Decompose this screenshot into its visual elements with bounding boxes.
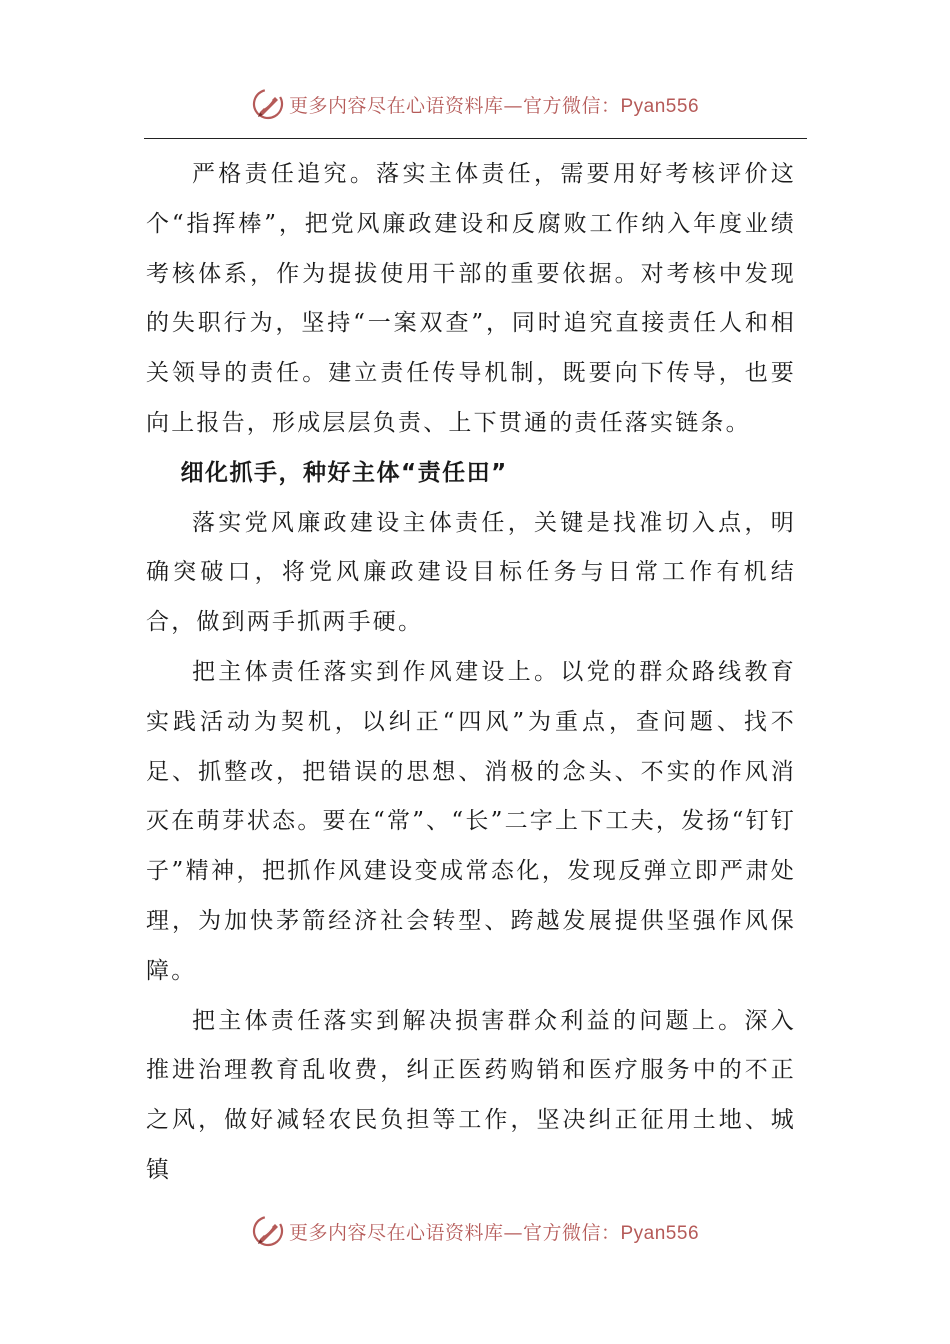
paragraph-3: 把主体责任落实到作风建设上。以党的群众路线教育实践活动为契机，以纠正“四风”为重点，查问题、找不足、抓整改，把错误的思想、消极的念头、不实的作风消灭在萌芽状态。要在“常”、“长”二字上下工夫，发扬“钉钉子”精神，把抓作风建设变成常态化，发现反弹立即严肃处理，为加快茅箭经济社会转型、跨越发展提供坚强作风保障。 [146,658,796,984]
header-banner-cn: 更多内容尽在心语资料库—官方微信： [288,94,621,117]
paragraph-1: 严格责任追究。落实主体责任，需要用好考核评价这个“指挥棒”，把党风廉政建设和反腐败工作纳入年度业绩考核体系，作为提拔使用干部的重要依据。对考核中发现的失职行为，坚持“一案双查”，同时追究直接责任人和相关领导的责任。建立责任传导机制，既要向下传导，也要向上报告，形成层层负责、上下贯通的责任落实链条。 [146,161,796,436]
header-rule [144,138,807,139]
pen-circle-logo-icon [251,87,285,121]
footer-banner-cn: 更多内容尽在心语资料库—官方微信： [288,1221,621,1244]
header-banner-id: Pyan556 [620,95,700,117]
pen-circle-logo-icon [251,1214,285,1248]
section-heading: 细化抓手，种好主体“责任田” [180,459,508,486]
paragraph-2: 落实党风廉政建设主体责任，关键是找准切入点，明确突破口，将党风廉政建设目标任务与日常工作有机结合，做到两手抓两手硬。 [146,509,796,636]
header-banner [0,84,950,124]
footer-banner [0,1211,950,1251]
document-body [146,150,796,1196]
footer-banner-text [289,1218,699,1245]
paragraph-4: 把主体责任落实到解决损害群众利益的问题上。深入推进治理教育乱收费，纠正医药购销和医疗服务中的不正之风，做好减轻农民负担等工作，坚决纠正征用土地、城镇 [146,1007,796,1183]
header-banner-text [289,91,699,118]
footer-banner-id: Pyan556 [620,1222,700,1244]
